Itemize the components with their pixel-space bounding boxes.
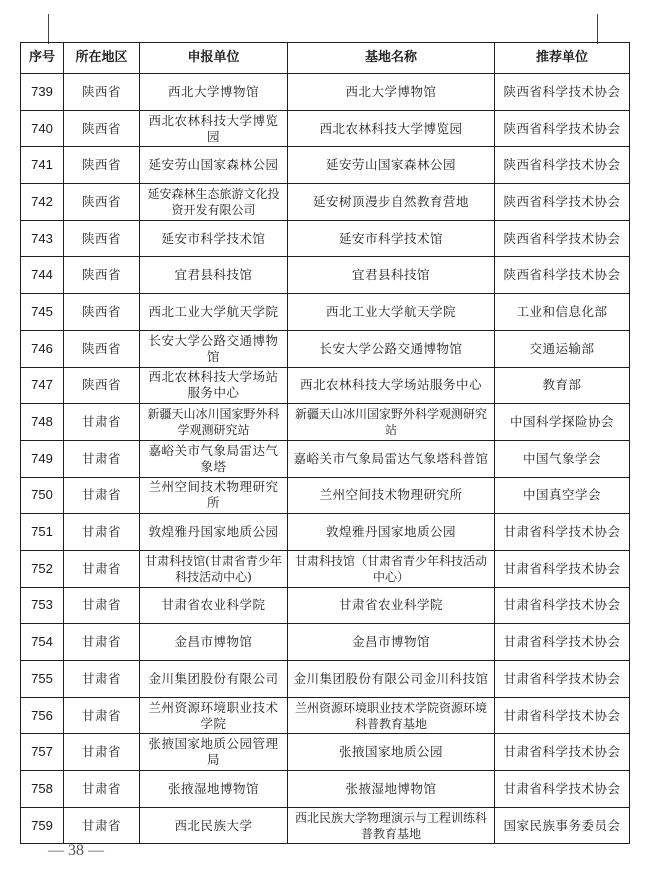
table-header xyxy=(21,43,630,74)
cell-base-name: 嘉峪关市气象局雷达气象塔科普馆 xyxy=(288,440,495,477)
cell-applicant: 西北工业大学航天学院 xyxy=(140,294,288,331)
cell-base-name: 延安市科学技术馆 xyxy=(288,220,495,257)
cell-recommender: 甘肃省科学技术协会 xyxy=(495,550,630,587)
cell-recommender: 陕西省科学技术协会 xyxy=(495,147,630,184)
cell-region: 陕西省 xyxy=(64,147,140,184)
header-base-name: 基地名称 xyxy=(288,43,495,74)
cell-serial: 749 xyxy=(21,440,64,477)
table-row xyxy=(21,257,630,294)
cell-applicant: 甘肃科技馆(甘肃省青少年科技活动中心) xyxy=(140,550,288,587)
cell-recommender: 中国真空学会 xyxy=(495,477,630,514)
table-row xyxy=(21,477,630,514)
cell-serial: 754 xyxy=(21,624,64,661)
cell-applicant: 延安劳山国家森林公园 xyxy=(140,147,288,184)
cell-region: 甘肃省 xyxy=(64,514,140,551)
cell-applicant: 新疆天山冰川国家野外科学观测研究站 xyxy=(140,404,288,441)
cell-region: 甘肃省 xyxy=(64,661,140,698)
cell-serial: 759 xyxy=(21,807,64,844)
table-row xyxy=(21,771,630,808)
cell-base-name: 金川集团股份有限公司金川科技馆 xyxy=(288,661,495,698)
cell-applicant: 张掖湿地博物馆 xyxy=(140,771,288,808)
cell-serial: 748 xyxy=(21,404,64,441)
cell-applicant: 西北民族大学 xyxy=(140,807,288,844)
cell-applicant: 西北农林科技大学博览园 xyxy=(140,110,288,147)
cell-recommender: 甘肃省科学技术协会 xyxy=(495,624,630,661)
cell-serial: 742 xyxy=(21,184,64,221)
cell-base-name: 延安劳山国家森林公园 xyxy=(288,147,495,184)
cell-serial: 739 xyxy=(21,74,64,111)
cell-region: 陕西省 xyxy=(64,257,140,294)
crop-mark-left xyxy=(48,14,49,44)
cell-applicant: 兰州空间技术物理研究所 xyxy=(140,477,288,514)
cell-recommender: 陕西省科学技术协会 xyxy=(495,74,630,111)
cell-recommender: 工业和信息化部 xyxy=(495,294,630,331)
cell-serial: 747 xyxy=(21,367,64,404)
page-number: — 38 — xyxy=(48,842,104,859)
cell-recommender: 交通运输部 xyxy=(495,330,630,367)
cell-region: 甘肃省 xyxy=(64,807,140,844)
cell-serial: 753 xyxy=(21,587,64,624)
cell-base-name: 延安树顶漫步自然教育营地 xyxy=(288,184,495,221)
cell-base-name: 张掖湿地博物馆 xyxy=(288,771,495,808)
cell-region: 甘肃省 xyxy=(64,697,140,734)
cell-serial: 746 xyxy=(21,330,64,367)
cell-base-name: 金昌市博物馆 xyxy=(288,624,495,661)
header-serial: 序号 xyxy=(21,43,64,74)
cell-applicant: 敦煌雅丹国家地质公园 xyxy=(140,514,288,551)
table-row xyxy=(21,624,630,661)
cell-applicant: 金川集团股份有限公司 xyxy=(140,661,288,698)
cell-recommender: 陕西省科学技术协会 xyxy=(495,257,630,294)
cell-serial: 750 xyxy=(21,477,64,514)
cell-recommender: 陕西省科学技术协会 xyxy=(495,220,630,257)
header-recommender: 推荐单位 xyxy=(495,43,630,74)
science-base-table xyxy=(20,42,630,844)
cell-applicant: 西北农林科技大学场站服务中心 xyxy=(140,367,288,404)
cell-region: 陕西省 xyxy=(64,220,140,257)
cell-applicant: 张掖国家地质公园管理局 xyxy=(140,734,288,771)
table-row xyxy=(21,330,630,367)
cell-recommender: 甘肃省科学技术协会 xyxy=(495,697,630,734)
cell-recommender: 国家民族事务委员会 xyxy=(495,807,630,844)
cell-base-name: 长安大学公路交通博物馆 xyxy=(288,330,495,367)
cell-applicant: 兰州资源环境职业技术学院 xyxy=(140,697,288,734)
cell-base-name: 甘肃科技馆（甘肃省青少年科技活动中心） xyxy=(288,550,495,587)
table-row xyxy=(21,294,630,331)
cell-recommender: 中国气象学会 xyxy=(495,440,630,477)
cell-base-name: 西北农林科技大学场站服务中心 xyxy=(288,367,495,404)
table-row xyxy=(21,661,630,698)
cell-region: 陕西省 xyxy=(64,110,140,147)
table-row xyxy=(21,697,630,734)
cell-base-name: 甘肃省农业科学院 xyxy=(288,587,495,624)
cell-serial: 756 xyxy=(21,697,64,734)
cell-base-name: 新疆天山冰川国家野外科学观测研究站 xyxy=(288,404,495,441)
table-row xyxy=(21,404,630,441)
cell-base-name: 张掖国家地质公园 xyxy=(288,734,495,771)
cell-base-name: 西北工业大学航天学院 xyxy=(288,294,495,331)
cell-base-name: 宜君县科技馆 xyxy=(288,257,495,294)
cell-serial: 751 xyxy=(21,514,64,551)
cell-recommender: 甘肃省科学技术协会 xyxy=(495,734,630,771)
table-row xyxy=(21,807,630,844)
cell-base-name: 西北农林科技大学博览园 xyxy=(288,110,495,147)
cell-recommender: 陕西省科学技术协会 xyxy=(495,184,630,221)
cell-region: 甘肃省 xyxy=(64,624,140,661)
cell-recommender: 甘肃省科学技术协会 xyxy=(495,771,630,808)
cell-region: 甘肃省 xyxy=(64,734,140,771)
table-row xyxy=(21,184,630,221)
header-region: 所在地区 xyxy=(64,43,140,74)
cell-base-name: 兰州资源环境职业技术学院资源环境科普教育基地 xyxy=(288,697,495,734)
table-row xyxy=(21,367,630,404)
cell-base-name: 敦煌雅丹国家地质公园 xyxy=(288,514,495,551)
cell-serial: 740 xyxy=(21,110,64,147)
cell-region: 陕西省 xyxy=(64,74,140,111)
header-row xyxy=(21,43,630,74)
cell-serial: 741 xyxy=(21,147,64,184)
cell-region: 甘肃省 xyxy=(64,771,140,808)
cell-base-name: 西北大学博物馆 xyxy=(288,74,495,111)
cell-serial: 755 xyxy=(21,661,64,698)
cell-applicant: 延安市科学技术馆 xyxy=(140,220,288,257)
table-row xyxy=(21,110,630,147)
cell-recommender: 中国科学探险协会 xyxy=(495,404,630,441)
table-row xyxy=(21,147,630,184)
cell-base-name: 兰州空间技术物理研究所 xyxy=(288,477,495,514)
cell-region: 甘肃省 xyxy=(64,550,140,587)
cell-recommender: 教育部 xyxy=(495,367,630,404)
cell-serial: 743 xyxy=(21,220,64,257)
table-row xyxy=(21,74,630,111)
cell-applicant: 金昌市博物馆 xyxy=(140,624,288,661)
cell-region: 陕西省 xyxy=(64,184,140,221)
cell-region: 甘肃省 xyxy=(64,404,140,441)
table-row xyxy=(21,220,630,257)
header-applicant: 申报单位 xyxy=(140,43,288,74)
table-row xyxy=(21,514,630,551)
crop-mark-right xyxy=(597,14,598,44)
table-row xyxy=(21,440,630,477)
cell-applicant: 西北大学博物馆 xyxy=(140,74,288,111)
table-row xyxy=(21,734,630,771)
cell-region: 陕西省 xyxy=(64,330,140,367)
cell-serial: 757 xyxy=(21,734,64,771)
cell-region: 甘肃省 xyxy=(64,587,140,624)
table-row xyxy=(21,550,630,587)
table-body xyxy=(21,74,630,844)
cell-serial: 752 xyxy=(21,550,64,587)
cell-applicant: 宜君县科技馆 xyxy=(140,257,288,294)
cell-base-name: 西北民族大学物理演示与工程训练科普教育基地 xyxy=(288,807,495,844)
table-row xyxy=(21,587,630,624)
cell-serial: 744 xyxy=(21,257,64,294)
cell-applicant: 延安森林生态旅游文化投资开发有限公司 xyxy=(140,184,288,221)
cell-recommender: 甘肃省科学技术协会 xyxy=(495,587,630,624)
cell-applicant: 嘉峪关市气象局雷达气象塔 xyxy=(140,440,288,477)
cell-serial: 745 xyxy=(21,294,64,331)
cell-recommender: 甘肃省科学技术协会 xyxy=(495,514,630,551)
cell-region: 陕西省 xyxy=(64,367,140,404)
cell-region: 甘肃省 xyxy=(64,440,140,477)
cell-region: 甘肃省 xyxy=(64,477,140,514)
cell-applicant: 长安大学公路交通博物馆 xyxy=(140,330,288,367)
cell-region: 陕西省 xyxy=(64,294,140,331)
cell-recommender: 甘肃省科学技术协会 xyxy=(495,661,630,698)
cell-serial: 758 xyxy=(21,771,64,808)
cell-applicant: 甘肃省农业科学院 xyxy=(140,587,288,624)
cell-recommender: 陕西省科学技术协会 xyxy=(495,110,630,147)
